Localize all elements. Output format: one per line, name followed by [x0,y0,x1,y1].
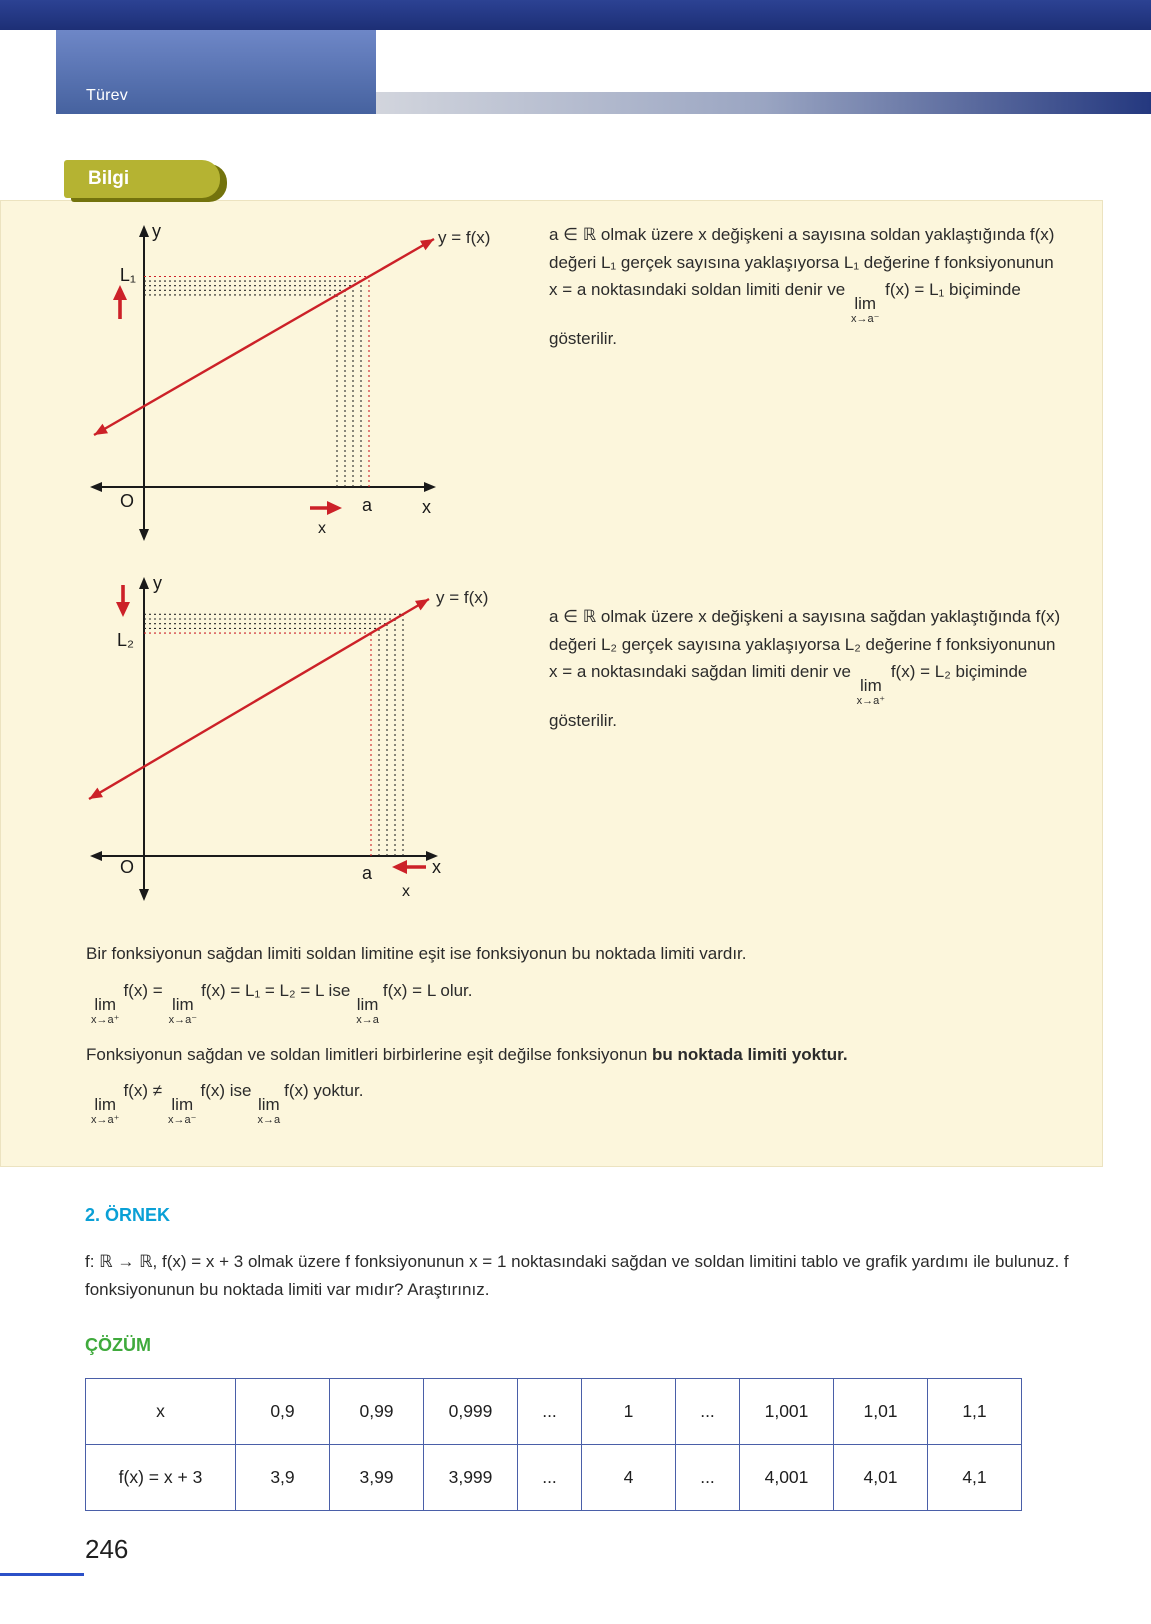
top-navy-bar [0,0,1151,30]
formula-text: f(x) ise [200,1081,252,1100]
table-cell: x [86,1379,236,1445]
limit-summary [86,941,1062,1126]
table-cell: ... [518,1379,582,1445]
header-gradient-strip [376,92,1151,114]
example-statement: f: ℝ → ℝ, f(x) = x + 3 olmak üzere f fonksiyonunun x = 1 noktasındaki sağdan ve soldan limitini tablo ve grafik yardımı ile bulunuz. f fonksiyonunun bu noktada limiti var mıdır? Araştırınız. [85,1252,1069,1299]
table-cell: 0,999 [424,1379,518,1445]
lim-notation: lim x→a⁻ [168,994,198,1026]
function-line [86,594,432,803]
approach-arrow-up-icon [113,285,127,319]
limit-value-label: L₂ [117,630,134,650]
table-cell: 4,1 [928,1445,1022,1511]
page-footer [0,1534,128,1576]
example-section [0,1167,1151,1511]
origin-label: O [119,857,134,877]
table-cell: 3,9 [236,1445,330,1511]
lim-notation: lim x→a⁺ [91,1095,120,1126]
left-limit-outro: biçiminde gösterilir. [549,280,1021,349]
left-limit-graph [86,215,549,550]
lim-notation: lim x→a⁺ [856,676,886,708]
table-cell: 4,001 [740,1445,834,1511]
origin-label: O [119,491,134,511]
table-cell: 4 [582,1445,676,1511]
formula-text: f(x) = [123,980,163,1000]
limit-not-exists-text [86,1042,1062,1068]
lim-notation: lim x→a⁻ [168,1095,197,1126]
value-table [85,1378,1022,1511]
formula-text: f(x) yoktur. [284,1081,364,1100]
info-box [0,200,1103,1167]
point-a-label: a [361,863,373,883]
lim-notation: lim x→a⁻ [850,294,880,326]
right-limit-graph-col [86,569,549,919]
bilgi-tab-label: Bilgi [88,168,130,189]
approach-arrow-down-icon [116,585,130,617]
limit-unequal-formula [90,1073,1062,1126]
curve-label: y = f(x) [438,228,491,247]
table-cell: 1,001 [740,1379,834,1445]
chapter-banner [56,30,376,114]
limit-equal-formula [90,973,1062,1026]
x-axis-label: x [432,857,441,877]
approach-dotted-lines [144,614,403,856]
right-limit-equation: f(x) = L₂ [890,662,951,682]
table-cell: 0,99 [330,1379,424,1445]
page-number: 246 [85,1534,129,1564]
solution-label: ÇÖZÜM [85,1335,151,1356]
table-row-fx [86,1445,1022,1511]
chapter-title: Türev [86,87,128,104]
table-cell: 1 [582,1379,676,1445]
right-limit-row [86,569,1062,919]
point-a-label: a [361,495,373,515]
limit-not-exists-bold: bu noktada limiti yoktur. [652,1044,848,1064]
table-cell: f(x) = x + 3 [86,1445,236,1511]
axes [90,225,436,541]
limit-value-label: L₁ [119,265,136,285]
right-limit-text [549,569,1062,735]
left-limit-equation: f(x) = L₁ [885,280,945,300]
table-row-x [86,1379,1022,1445]
table-cell: ... [676,1379,740,1445]
y-axis-label: y [152,221,161,241]
approach-x-label: x [318,520,326,537]
header-band [0,30,1151,114]
approach-arrow-left-icon [392,860,426,874]
x-axis-label: x [422,497,431,517]
table-cell: ... [676,1445,740,1511]
limit-not-exists-normal: Fonksiyonun sağdan ve soldan limitleri birbirlerine eşit değilse fonksiyonun [86,1044,648,1064]
footer-rule [0,1573,84,1576]
approach-dotted-lines [144,277,369,488]
lim-notation: lim x→a⁺ [91,994,120,1026]
table-cell: 3,99 [330,1445,424,1511]
left-limit-intro: a ∈ ℝ olmak üzere x değişkeni a sayısına soldan yaklaştığında f(x) değeri L₁ gerçek sayısına yaklaşıyorsa L₁ değerine f fonksiyonunun x = a noktasındaki soldan limiti denir ve [549,225,1055,300]
formula-text: f(x) = L₁ = L₂ = L ise [201,980,351,1000]
right-limit-outro: biçiminde gösterilir. [549,662,1028,731]
formula-text: f(x) ≠ [123,1081,163,1100]
left-limit-row [86,215,1062,555]
table-cell: ... [518,1445,582,1511]
table-cell: 1,01 [834,1379,928,1445]
table-cell: 4,01 [834,1445,928,1511]
limit-exists-text: Bir fonksiyonun sağdan limiti soldan limitine eşit ise fonksiyonun bu noktada limiti vardır. [86,944,747,963]
table-cell: 0,9 [236,1379,330,1445]
curve-label: y = f(x) [436,588,489,607]
table-cell: 1,1 [928,1379,1022,1445]
example-title: 2. ÖRNEK [85,1205,171,1225]
left-limit-text [549,215,1062,353]
table-cell: 3,999 [424,1445,518,1511]
y-axis-label: y [153,573,162,593]
right-limit-graph [86,569,549,914]
lim-notation: lim x→a [257,1095,281,1126]
approach-arrow-right-icon [310,501,342,515]
bilgi-tab [64,160,220,198]
approach-x-label: x [402,883,410,900]
left-limit-graph-col [86,215,549,555]
formula-text: f(x) = L olur. [382,980,473,1000]
lim-notation: lim x→a [356,994,379,1026]
right-limit-intro: a ∈ ℝ olmak üzere x değişkeni a sayısına sağdan yaklaştığında f(x) değeri L₂ gerçek sayısına yaklaşıyorsa L₂ değerine f fonksiyonunun x = a noktasındaki sağdan limiti denir ve [549,607,1061,682]
